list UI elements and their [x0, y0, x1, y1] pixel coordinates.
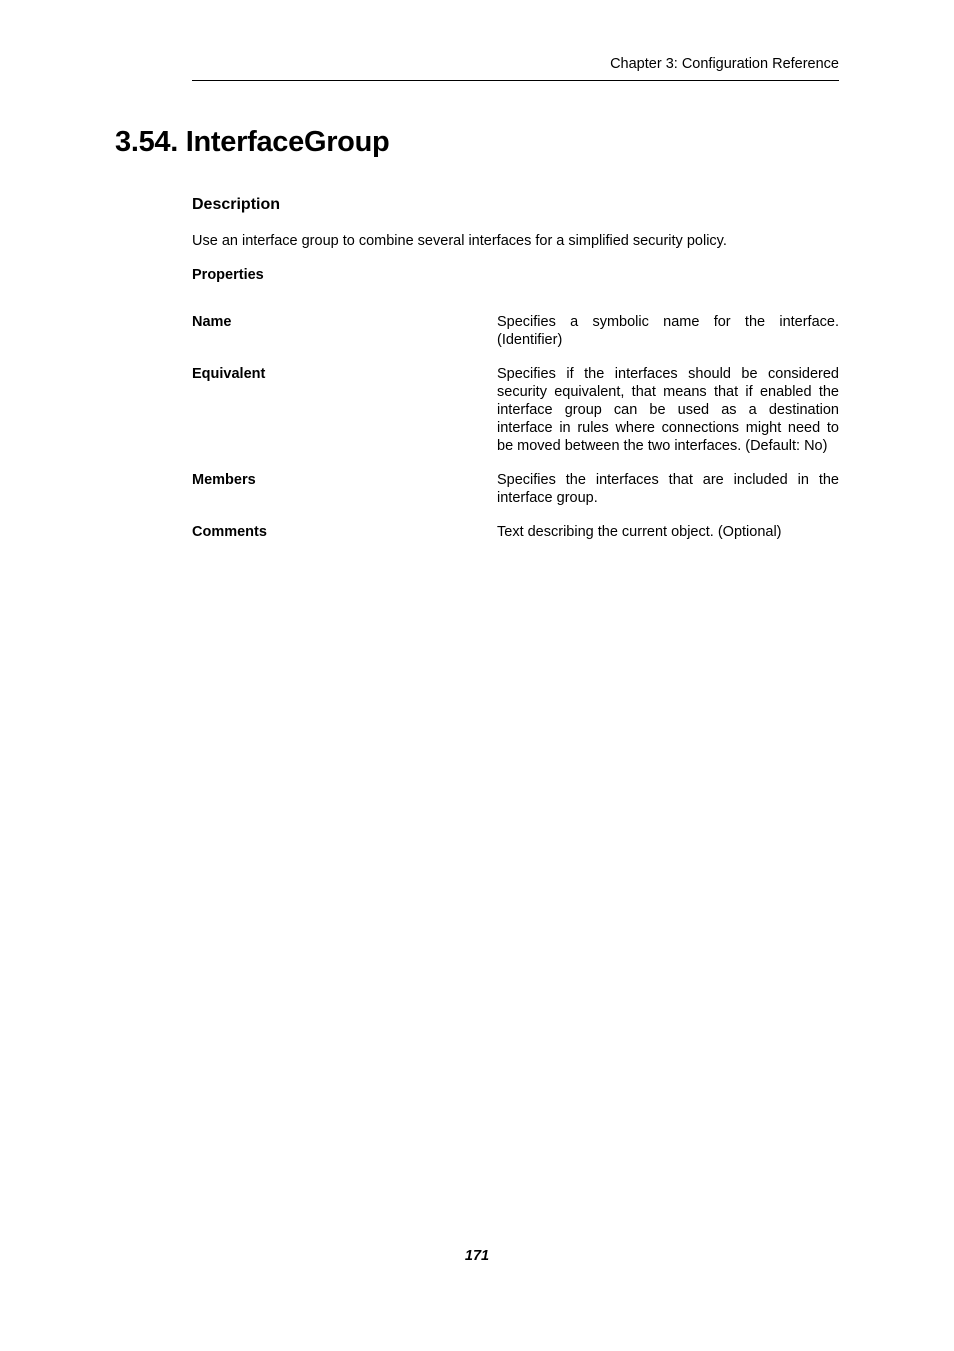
description-text: Use an interface group to combine several interfaces for a simplified security policy. — [192, 233, 727, 249]
section-title: 3.54. InterfaceGroup — [115, 126, 390, 158]
property-row-members — [192, 471, 839, 507]
running-header-title: Chapter 3: Configuration Reference — [610, 56, 839, 72]
property-definition: Specifies a symbolic name for the interface. (Identifier) — [497, 314, 839, 348]
properties-heading: Properties — [192, 267, 264, 283]
property-definition: Text describing the current object. (Optional) — [497, 524, 782, 540]
property-term: Members — [192, 472, 256, 488]
running-header — [192, 54, 839, 81]
property-row-name — [192, 313, 839, 349]
property-row-comments — [192, 523, 839, 541]
property-list — [192, 313, 839, 557]
property-term: Equivalent — [192, 366, 266, 382]
property-row-equivalent — [192, 365, 839, 455]
property-definition: Specifies the interfaces that are included in the interface group. — [497, 472, 839, 506]
page-number: 171 — [464, 1248, 490, 1264]
property-definition: Specifies if the interfaces should be considered security equivalent, that means that if enabled the interface group can be used as a destination interface in rules where connections might need to be moved between the two interfaces. (Default: No) — [497, 366, 839, 454]
description-heading: Description — [192, 196, 281, 213]
property-term: Comments — [192, 524, 267, 540]
property-term: Name — [192, 314, 232, 330]
